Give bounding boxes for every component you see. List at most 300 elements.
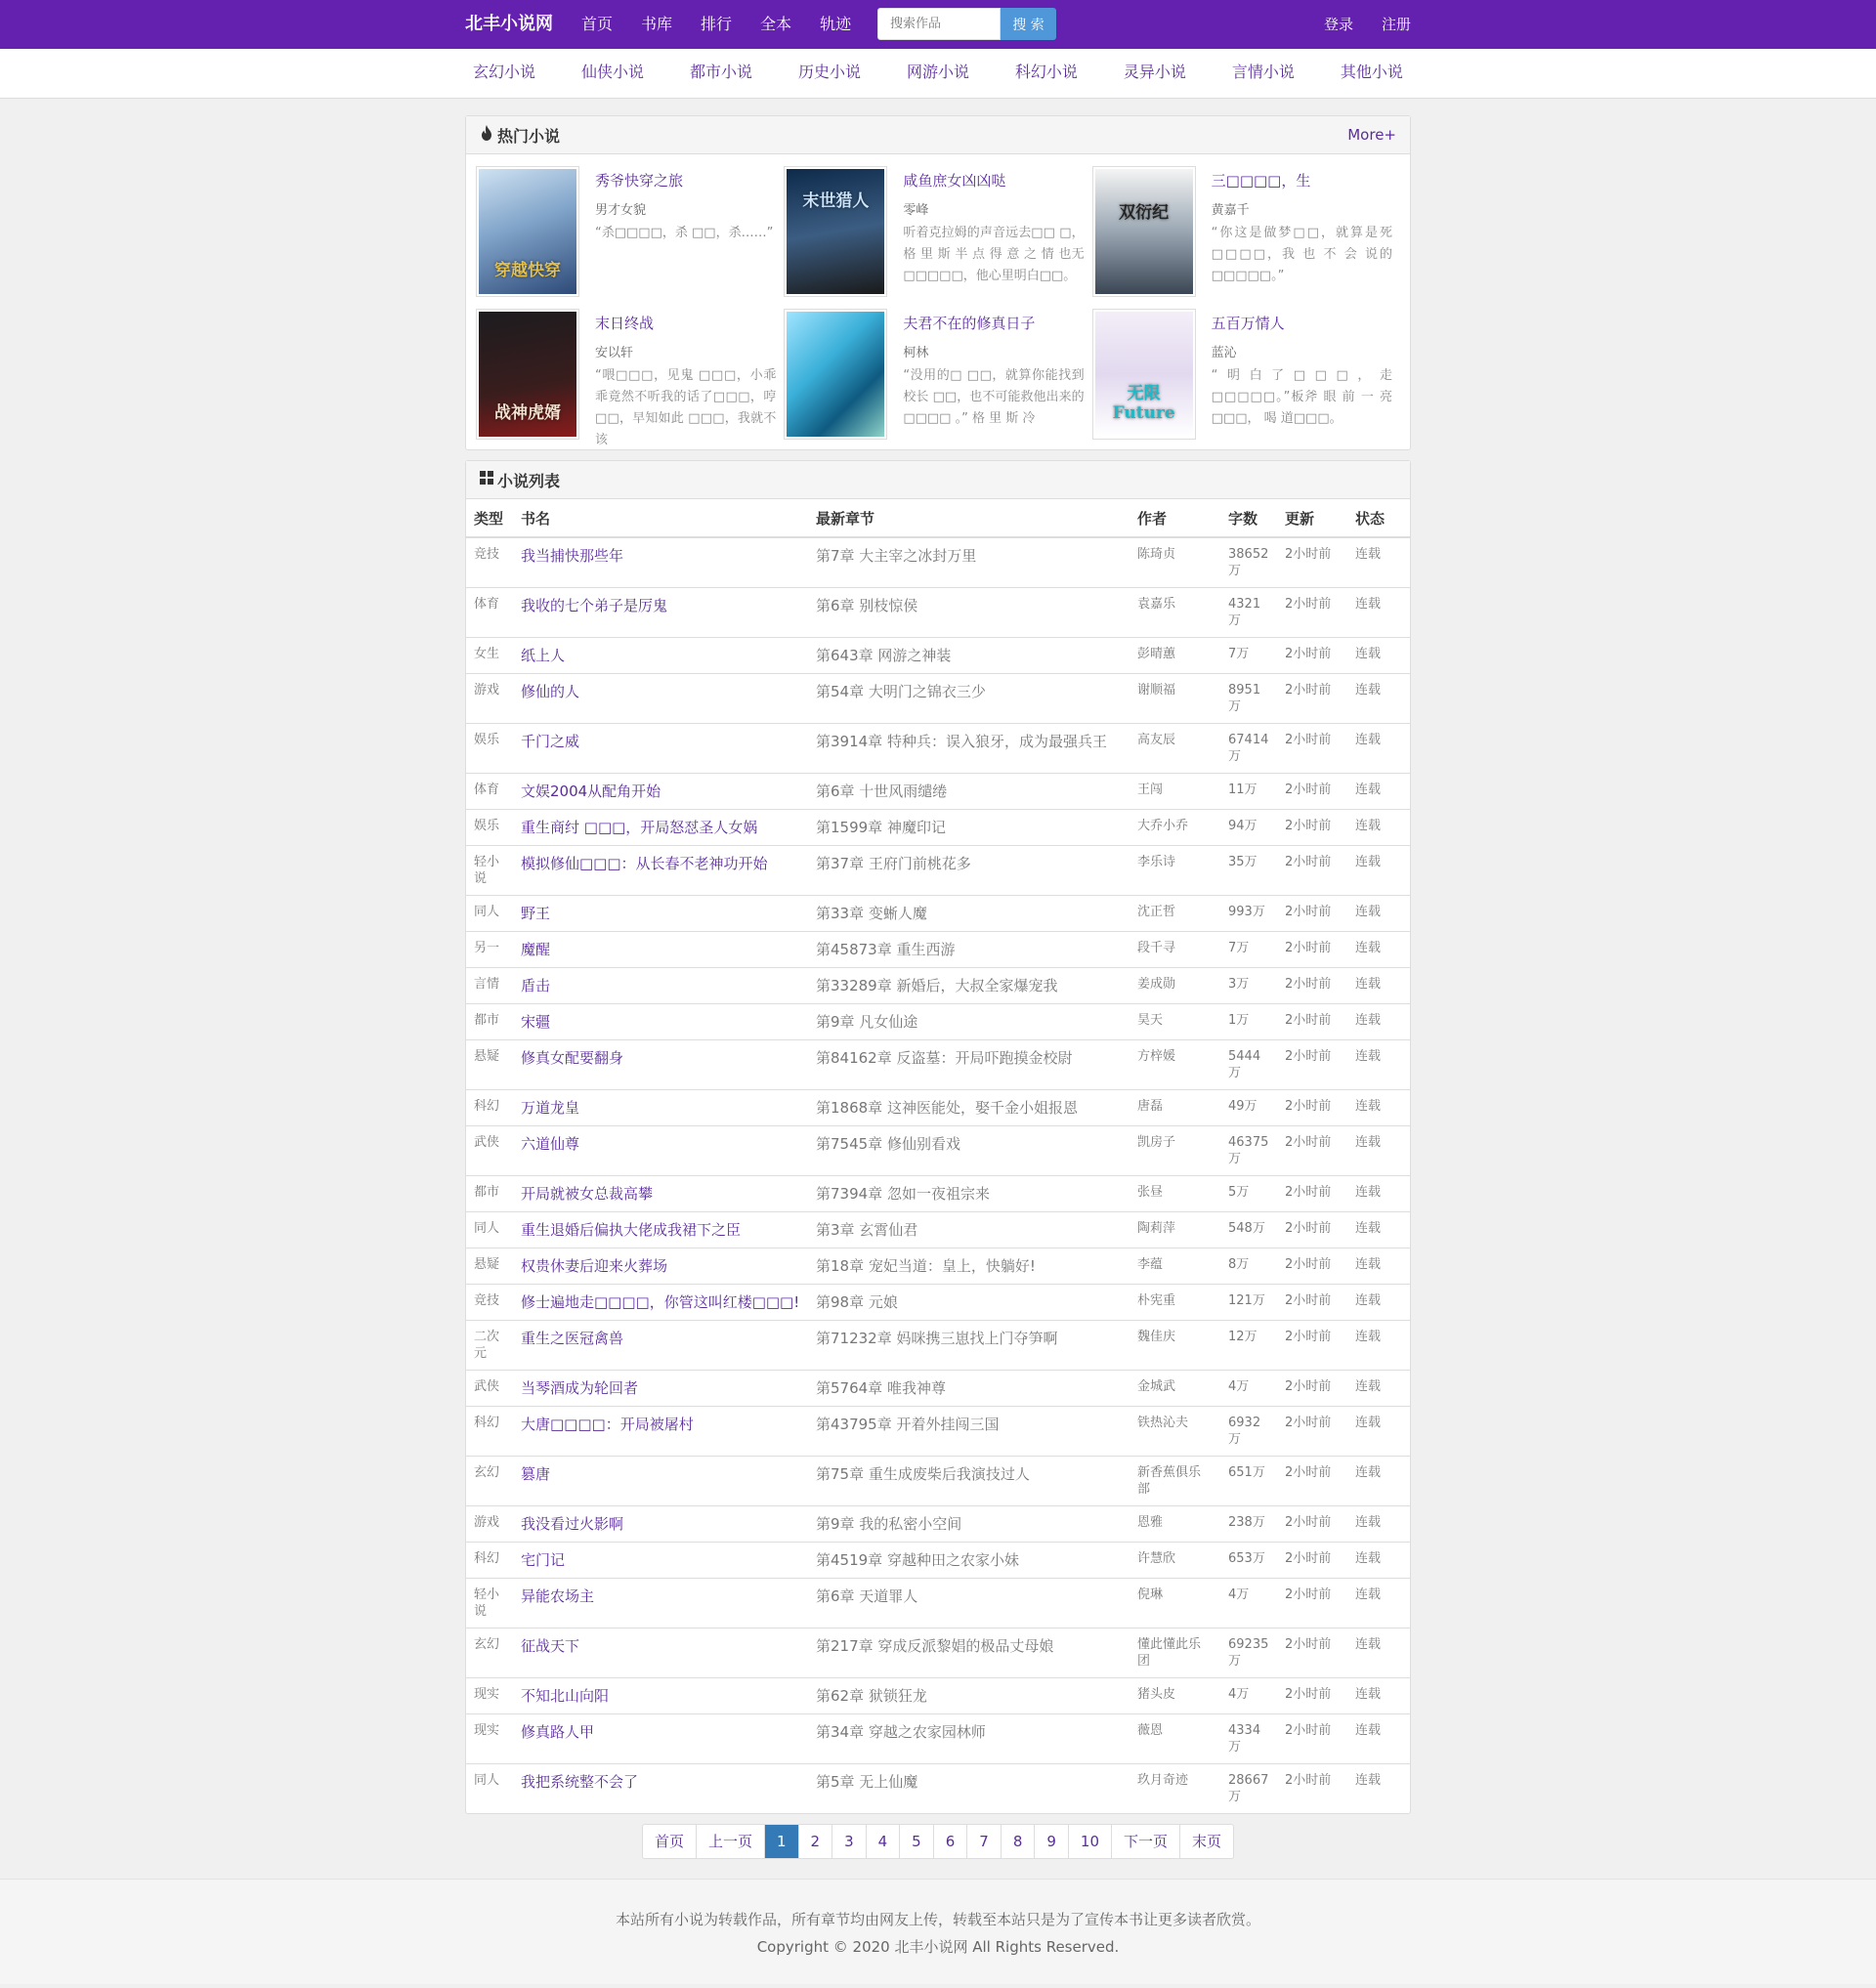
book-cover[interactable]	[1092, 166, 1196, 297]
word-count: 4334万	[1220, 1714, 1277, 1764]
hot-panel-heading	[466, 116, 1410, 154]
novel-title[interactable]: 魔醒	[521, 941, 551, 958]
hot-novel-desc: 听着克拉姆的声音远去□□ □，格 里 斯 半 点 得 意 之 情 也无□□□□□，他心里明白□□。	[903, 226, 1085, 283]
register-link[interactable]: 注册	[1381, 16, 1411, 33]
grid-icon	[480, 471, 493, 488]
novel-status: 连载	[1347, 1212, 1410, 1248]
hot-novel-desc: “明白了□□□，走□□□□□。”板斧 眼 前 一 亮 □□□， 喝 道□□□。	[1211, 368, 1392, 426]
novel-title[interactable]: 异能农场主	[521, 1587, 595, 1605]
latest-chapter[interactable]: 第43795章 开着外挂闯三国	[808, 1407, 1130, 1457]
word-count: 11万	[1220, 774, 1277, 810]
page-number[interactable]: 3	[831, 1825, 866, 1858]
novel-status: 连载	[1347, 1321, 1410, 1371]
novel-type: 都市	[466, 1004, 513, 1040]
title-cell	[513, 1321, 808, 1371]
pagination	[642, 1824, 1234, 1859]
novel-title[interactable]: 修真路人甲	[521, 1723, 595, 1741]
latest-chapter[interactable]: 第6章 天道罪人	[808, 1579, 1130, 1628]
page-first[interactable]: 首页	[654, 1833, 684, 1850]
hot-novel-title[interactable]: 三□□□□，生	[1211, 172, 1311, 190]
latest-chapter[interactable]: 第62章 狱锁狂龙	[808, 1678, 1130, 1714]
novel-title[interactable]: 开局就被女总裁高攀	[521, 1185, 654, 1203]
update-time: 2小时前	[1277, 1004, 1347, 1040]
category-link[interactable]: 网游小说	[906, 63, 969, 81]
title-cell	[513, 1248, 808, 1285]
novel-title[interactable]: 修真女配要翻身	[521, 1049, 624, 1067]
table-row	[466, 638, 1410, 674]
latest-chapter[interactable]: 第5章 无上仙魔	[808, 1764, 1130, 1814]
search-button[interactable]: 搜 索	[1001, 8, 1056, 40]
novel-status: 连载	[1347, 1678, 1410, 1714]
novel-title[interactable]: 征战天下	[521, 1637, 580, 1655]
table-row	[466, 774, 1410, 810]
table-row	[466, 1371, 1410, 1407]
latest-chapter[interactable]: 第45873章 重生西游	[808, 932, 1130, 968]
cover-image	[1095, 312, 1193, 437]
word-count: 993万	[1220, 896, 1277, 932]
footer-disclaimer: 本站所有小说为转载作品，所有章节均由网友上传，转载至本站只是为了宣传本书让更多读者欣赏。	[615, 1911, 1260, 1928]
novel-type: 轻小说	[466, 846, 513, 896]
list-panel-heading	[466, 461, 1410, 499]
table-row	[466, 1714, 1410, 1764]
page-last[interactable]: 末页	[1179, 1825, 1233, 1858]
category-link[interactable]: 灵异小说	[1123, 63, 1186, 81]
update-time: 2小时前	[1277, 1090, 1347, 1126]
title-cell	[513, 1285, 808, 1321]
page-number[interactable]: 6	[933, 1825, 967, 1858]
hot-novel-desc: “你这是做梦□□，就算是死 □□□□，我 也 不 会 说的□□□□□。”	[1211, 226, 1392, 283]
novel-type: 科幻	[466, 1090, 513, 1126]
novel-type: 娱乐	[466, 724, 513, 774]
latest-chapter[interactable]: 第34章 穿越之农家园林师	[808, 1714, 1130, 1764]
table-row	[466, 1212, 1410, 1248]
novel-author: 段千寻	[1130, 932, 1220, 968]
title-cell	[513, 588, 808, 638]
hot-novel-card	[476, 309, 784, 447]
table-row	[466, 1090, 1410, 1126]
footer	[0, 1879, 1876, 1984]
header-updated: 更新	[1277, 499, 1347, 537]
page-number[interactable]: 5	[899, 1825, 933, 1858]
update-time: 2小时前	[1277, 1040, 1347, 1090]
word-count: 4万	[1220, 1678, 1277, 1714]
update-time: 2小时前	[1277, 638, 1347, 674]
search-input[interactable]	[877, 8, 1001, 40]
title-cell	[513, 810, 808, 846]
update-time: 2小时前	[1277, 588, 1347, 638]
novel-status: 连载	[1347, 932, 1410, 968]
book-cover[interactable]	[784, 309, 887, 440]
novel-title[interactable]: 篡唐	[521, 1465, 551, 1483]
novel-status: 连载	[1347, 846, 1410, 896]
page-number[interactable]: 8	[1001, 1825, 1035, 1858]
novel-type: 轻小说	[466, 1579, 513, 1628]
title-cell	[513, 1090, 808, 1126]
cover-image	[787, 169, 884, 294]
title-cell	[513, 846, 808, 896]
nav-home[interactable]: 首页	[581, 15, 614, 33]
novel-title[interactable]: 重生商纣 □□□，开局怒怼圣人女娲	[521, 819, 758, 836]
title-cell	[513, 1407, 808, 1457]
novel-type: 科幻	[466, 1543, 513, 1579]
latest-chapter[interactable]: 第7章 大主宰之冰封万里	[816, 547, 977, 565]
word-count: 67414万	[1220, 724, 1277, 774]
novel-author: 沈正哲	[1130, 896, 1220, 932]
novel-author: 大乔小乔	[1130, 810, 1220, 846]
nav-history[interactable]: 轨迹	[820, 15, 852, 33]
category-link[interactable]: 科幻小说	[1014, 63, 1078, 81]
novel-author: 李乐诗	[1130, 846, 1220, 896]
latest-chapter[interactable]: 第33章 变蜥人魔	[808, 896, 1130, 932]
novel-author: 袁嘉乐	[1130, 588, 1220, 638]
word-count: 651万	[1220, 1457, 1277, 1506]
nav-completed[interactable]: 全本	[760, 15, 792, 33]
category-link[interactable]: 其他小说	[1340, 63, 1403, 81]
novel-list-panel	[465, 460, 1411, 1814]
novel-status: 连载	[1347, 1285, 1410, 1321]
category-link[interactable]: 言情小说	[1231, 63, 1295, 81]
novel-title[interactable]: 当琴酒成为轮回者	[521, 1379, 639, 1397]
word-count: 6932万	[1220, 1407, 1277, 1457]
update-time: 2小时前	[1277, 774, 1347, 810]
update-time: 2小时前	[1277, 1285, 1347, 1321]
latest-chapter[interactable]: 第217章 穿成反派黎娼的极品丈母娘	[808, 1628, 1130, 1678]
hot-novel-title[interactable]: 五百万情人	[1211, 315, 1285, 332]
page-number[interactable]: 1	[764, 1825, 798, 1858]
novel-title[interactable]: 万道龙皇	[521, 1099, 580, 1117]
novel-author: 彭晴蕙	[1130, 638, 1220, 674]
table-row	[466, 1248, 1410, 1285]
hot-novel-desc: “没用的□ □□，就算你能找到校长 □□，也不可能救他出来的 □□□□ 。” 格 里 斯 冷	[903, 368, 1085, 426]
title-cell	[513, 638, 808, 674]
main-content	[465, 115, 1411, 1859]
table-row	[466, 968, 1410, 1004]
latest-chapter[interactable]: 第75章 重生成废柴后我演技过人	[808, 1457, 1130, 1506]
table-row	[466, 1285, 1410, 1321]
book-cover[interactable]	[784, 166, 887, 297]
novel-status: 连载	[1347, 1004, 1410, 1040]
update-time: 2小时前	[1277, 968, 1347, 1004]
fire-icon	[480, 125, 493, 145]
hot-novel-title[interactable]: 夫君不在的修真日子	[903, 315, 1036, 332]
word-count: 49万	[1220, 1090, 1277, 1126]
update-time: 2小时前	[1277, 846, 1347, 896]
latest-chapter[interactable]: 第1868章 这神医能处，娶千金小姐报恩	[808, 1090, 1130, 1126]
update-time: 2小时前	[1277, 1371, 1347, 1407]
update-time: 2小时前	[1277, 1176, 1347, 1212]
latest-chapter[interactable]: 第3章 玄霄仙君	[808, 1212, 1130, 1248]
cover-title-art: 无限 Future	[1112, 384, 1175, 423]
latest-chapter[interactable]: 第18章 宠妃当道：皇上，快躺好!	[808, 1248, 1130, 1285]
novel-title[interactable]: 六道仙尊	[521, 1135, 580, 1153]
latest-chapter[interactable]: 第84162章 反盗墓：开局吓跑摸金校尉	[808, 1040, 1130, 1090]
latest-chapter[interactable]: 第9章 凡女仙途	[808, 1004, 1130, 1040]
hot-novel-author: 零峰	[903, 203, 929, 218]
title-cell	[513, 1543, 808, 1579]
cover-title-art: 战神虎婿	[494, 403, 561, 423]
hot-novel-card	[784, 309, 1091, 442]
novel-title[interactable]: 盾击	[521, 977, 551, 994]
hot-novel-title[interactable]: 咸鱼庶女凶凶哒	[903, 172, 1006, 190]
novel-title[interactable]: 纸上人	[521, 647, 566, 664]
table-row	[466, 1506, 1410, 1543]
word-count: 38652万	[1228, 547, 1269, 578]
page-number[interactable]: 2	[798, 1825, 832, 1858]
table-row	[466, 1543, 1410, 1579]
table-row	[466, 1628, 1410, 1678]
table-row	[466, 1176, 1410, 1212]
novel-type: 体育	[466, 588, 513, 638]
novel-type: 游戏	[466, 674, 513, 724]
title-cell	[513, 674, 808, 724]
word-count: 7万	[1220, 932, 1277, 968]
category-link[interactable]: 仙侠小说	[580, 63, 644, 81]
cover-title-art: 双衍纪	[1119, 203, 1170, 223]
title-cell	[513, 932, 808, 968]
novel-type: 言情	[466, 968, 513, 1004]
novel-title[interactable]: 文娱2004从配角开始	[521, 783, 661, 800]
update-time: 2小时前	[1277, 1407, 1347, 1457]
novel-author: 昊天	[1130, 1004, 1220, 1040]
update-time: 2小时前	[1277, 674, 1347, 724]
hot-novel-info	[595, 166, 784, 299]
update-time: 2小时前	[1277, 1764, 1347, 1814]
login-link[interactable]: 登录	[1323, 16, 1353, 33]
novel-status: 连载	[1347, 1764, 1410, 1814]
category-link[interactable]: 都市小说	[689, 63, 752, 81]
site-logo[interactable]: 北丰小说网	[465, 14, 553, 34]
novel-status: 连载	[1347, 674, 1410, 724]
novel-author: 懂此懂此乐团	[1130, 1628, 1220, 1678]
hot-novel-author: 柯林	[903, 346, 929, 360]
table-row	[466, 1004, 1410, 1040]
title-cell	[513, 1506, 808, 1543]
book-cover[interactable]	[476, 166, 579, 297]
hot-novel-info	[595, 309, 784, 447]
page-number[interactable]: 10	[1068, 1825, 1111, 1858]
novel-type: 现实	[466, 1714, 513, 1764]
novel-title[interactable]: 权贵休妻后迎来火葬场	[521, 1257, 668, 1275]
novel-title[interactable]: 我没看过火影啊	[521, 1515, 624, 1533]
novel-status: 连载	[1347, 1040, 1410, 1090]
hot-novel-card	[1092, 166, 1400, 299]
latest-chapter[interactable]: 第5764章 唯我神尊	[808, 1371, 1130, 1407]
update-time: 2小时前	[1277, 1506, 1347, 1543]
novel-title[interactable]: 我把系统整不会了	[521, 1773, 639, 1791]
category-link[interactable]: 历史小说	[797, 63, 861, 81]
header-author: 作者	[1130, 499, 1220, 537]
auth-links	[1296, 0, 1411, 49]
novel-author: 倪琳	[1130, 1579, 1220, 1628]
novel-type: 武侠	[466, 1126, 513, 1176]
word-count: 5444万	[1220, 1040, 1277, 1090]
novel-type: 玄幻	[466, 1457, 513, 1506]
novel-status: 连载	[1347, 1714, 1410, 1764]
header-title: 书名	[513, 499, 808, 537]
table-row	[466, 1678, 1410, 1714]
hot-novel-info	[1212, 309, 1400, 442]
header-latest-chapter: 最新章节	[808, 499, 1130, 537]
latest-chapter[interactable]: 第9章 我的私密小空间	[808, 1506, 1130, 1543]
update-time: 2小时前	[1277, 1628, 1347, 1678]
novel-type: 另一	[466, 932, 513, 968]
page-number[interactable]: 9	[1034, 1825, 1068, 1858]
novel-title[interactable]: 宅门记	[521, 1551, 566, 1569]
pagination-wrap	[465, 1824, 1411, 1859]
latest-chapter[interactable]: 第33289章 新婚后，大叔全家爆宠我	[808, 968, 1130, 1004]
novel-author: 方梓媛	[1130, 1040, 1220, 1090]
top-navbar	[0, 0, 1876, 49]
novel-type: 竞技	[466, 1285, 513, 1321]
novel-title[interactable]: 野王	[521, 905, 551, 922]
title-cell	[513, 1714, 808, 1764]
novel-author: 陈琦贞	[1137, 547, 1176, 562]
novel-title[interactable]: 我收的七个弟子是厉鬼	[521, 597, 668, 614]
table-row	[466, 810, 1410, 846]
novel-title[interactable]: 不知北山向阳	[521, 1687, 610, 1705]
list-panel-title	[480, 469, 560, 491]
nav-library[interactable]: 书库	[641, 15, 673, 33]
table-header-row	[466, 499, 1410, 537]
novel-title[interactable]: 修士遍地走□□□□，你管这叫红楼□□□!	[521, 1293, 800, 1311]
novel-status: 连载	[1347, 1090, 1410, 1126]
novel-title[interactable]: 模拟修仙□□□：从长春不老神功开始	[521, 855, 768, 872]
title-cell	[513, 1628, 808, 1678]
novel-type: 悬疑	[466, 1248, 513, 1285]
novel-author: 猪头皮	[1130, 1678, 1220, 1714]
table-row	[466, 1457, 1410, 1506]
word-count: 4万	[1220, 1371, 1277, 1407]
word-count: 8951万	[1220, 674, 1277, 724]
main-nav	[581, 0, 879, 49]
table-row	[466, 1321, 1410, 1371]
novel-author: 玖月奇迹	[1130, 1764, 1220, 1814]
novel-title[interactable]: 修仙的人	[521, 683, 580, 700]
update-time: 2小时前	[1277, 1248, 1347, 1285]
hot-novel-author: 安以轩	[595, 346, 634, 360]
cover-image	[1095, 169, 1193, 294]
latest-chapter[interactable]: 第7394章 忽如一夜祖宗来	[808, 1176, 1130, 1212]
hot-novel-author: 黄嘉千	[1211, 203, 1250, 218]
title-cell	[513, 724, 808, 774]
title-cell	[513, 1579, 808, 1628]
word-count: 7万	[1220, 638, 1277, 674]
table-row	[466, 846, 1410, 896]
page-prev[interactable]: 上一页	[696, 1825, 764, 1858]
hot-novel-title[interactable]: 末日终战	[595, 315, 655, 332]
novel-type: 悬疑	[466, 1040, 513, 1090]
novel-author: 新香蕉俱乐部	[1130, 1457, 1220, 1506]
novel-type: 女生	[466, 638, 513, 674]
novel-author: 凯房子	[1130, 1126, 1220, 1176]
novel-author: 陶莉萍	[1130, 1212, 1220, 1248]
novel-status: 连载	[1347, 724, 1410, 774]
table-row	[466, 1579, 1410, 1628]
page-number[interactable]: 4	[866, 1825, 900, 1858]
book-cover[interactable]	[476, 309, 579, 440]
latest-chapter[interactable]: 第6章 十世风雨缱绻	[808, 774, 1130, 810]
category-link[interactable]: 玄幻小说	[473, 63, 536, 81]
title-cell	[513, 1176, 808, 1212]
latest-chapter[interactable]: 第643章 网游之神装	[808, 638, 1130, 674]
cover-image	[479, 169, 576, 294]
title-cell	[513, 1678, 808, 1714]
novel-author: 谢顺福	[1130, 674, 1220, 724]
novel-status: 连载	[1347, 1579, 1410, 1628]
latest-chapter[interactable]: 第6章 别枝惊侯	[808, 588, 1130, 638]
latest-chapter[interactable]: 第3914章 特种兵：误入狼牙，成为最强兵王	[808, 724, 1130, 774]
hot-novels-panel	[465, 115, 1411, 450]
novel-status: 连载	[1347, 1176, 1410, 1212]
novel-author: 姜成勋	[1130, 968, 1220, 1004]
novel-title[interactable]: 千门之威	[521, 733, 580, 750]
hot-novel-author: 蓝沁	[1211, 346, 1237, 360]
novel-title[interactable]: 重生之医冠禽兽	[521, 1330, 624, 1347]
latest-chapter[interactable]: 第4519章 穿越种田之农家小妹	[808, 1543, 1130, 1579]
novel-title[interactable]: 宋疆	[521, 1013, 551, 1031]
title-cell	[513, 1764, 808, 1814]
latest-chapter[interactable]: 第7545章 修仙别看戏	[808, 1126, 1130, 1176]
page-number[interactable]: 7	[966, 1825, 1001, 1858]
novel-title[interactable]: 我当捕快那些年	[521, 547, 624, 565]
hot-novel-desc: “喂□□□，见鬼 □□□，小乖乖竟然不听我的话了□□□，哼□□，早知如此 □□□，我就不该	[595, 368, 777, 447]
novel-title[interactable]: 大唐□□□□：开局被屠村	[521, 1416, 694, 1433]
novel-author: 许慧欣	[1130, 1543, 1220, 1579]
header-word-count: 字数	[1220, 499, 1277, 537]
hot-novel-title[interactable]: 秀爷快穿之旅	[595, 172, 684, 190]
word-count: 28667万	[1220, 1764, 1277, 1814]
novel-status: 连载	[1347, 638, 1410, 674]
cover-title-art: 末世猎人	[802, 191, 870, 211]
update-time: 2小时前	[1277, 896, 1347, 932]
page-next[interactable]: 下一页	[1111, 1825, 1179, 1858]
latest-chapter[interactable]: 第71232章 妈咪携三崽找上门夺笋啊	[808, 1321, 1130, 1371]
hot-novel-info	[1212, 166, 1400, 299]
novel-author: 铁热沁夫	[1130, 1407, 1220, 1457]
novel-author: 高友辰	[1130, 724, 1220, 774]
hot-novel-card	[476, 166, 784, 299]
novel-type: 娱乐	[466, 810, 513, 846]
novel-type: 二次元	[466, 1321, 513, 1371]
word-count: 548万	[1220, 1212, 1277, 1248]
word-count: 121万	[1220, 1285, 1277, 1321]
book-cover[interactable]	[1092, 309, 1196, 440]
novel-status: 连载	[1347, 1543, 1410, 1579]
word-count: 12万	[1220, 1321, 1277, 1371]
latest-chapter[interactable]: 第98章 元娘	[808, 1285, 1130, 1321]
novel-status: 连载	[1347, 1457, 1410, 1506]
title-cell	[513, 968, 808, 1004]
hot-panel-title	[480, 124, 560, 147]
novel-author: 王闯	[1130, 774, 1220, 810]
novel-author: 朴宪重	[1130, 1285, 1220, 1321]
latest-chapter[interactable]: 第1599章 神魔印记	[808, 810, 1130, 846]
more-link[interactable]: More+	[1347, 126, 1396, 144]
latest-chapter[interactable]: 第54章 大明门之锦衣三少	[808, 674, 1130, 724]
table-row	[466, 932, 1410, 968]
novel-table	[466, 499, 1410, 1813]
latest-chapter[interactable]: 第37章 王府门前桃花多	[808, 846, 1130, 896]
title-cell	[513, 1212, 808, 1248]
nav-ranking[interactable]: 排行	[701, 15, 733, 33]
table-row	[466, 1040, 1410, 1090]
category-bar	[0, 49, 1876, 99]
footer-copyright: Copyright © 2020 北丰小说网 All Rights Reserved.	[756, 1938, 1120, 1956]
novel-title[interactable]: 重生退婚后偏执大佬成我裙下之臣	[521, 1221, 742, 1239]
table-row	[466, 896, 1410, 932]
title-cell	[513, 1040, 808, 1090]
novel-author: 薇恩	[1130, 1714, 1220, 1764]
